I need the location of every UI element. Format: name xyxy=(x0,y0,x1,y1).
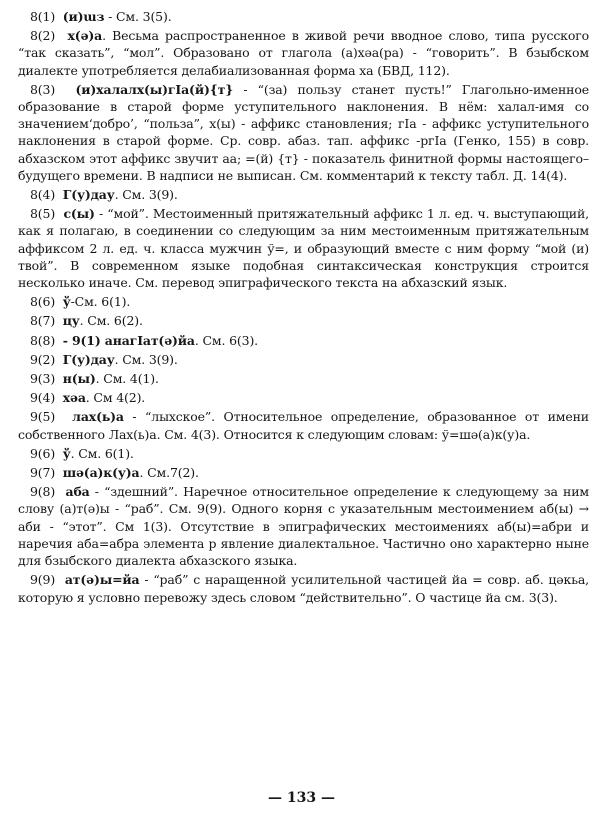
entry-number: 8(6) xyxy=(30,294,56,310)
entry-text: . См. 6(2). xyxy=(79,313,143,329)
entry-number: 8(3) xyxy=(30,81,56,97)
entry-term: шə(а)к(у)а xyxy=(62,465,140,481)
entry-8-2 xyxy=(18,27,589,79)
entry-text: . См 4(2). xyxy=(85,390,146,406)
entry-term: (и)ɯз xyxy=(62,9,105,24)
entry-9-2 xyxy=(18,351,589,368)
entry-text: . Весьма распространенное в живой речи вводное слово, типа русского “так сказать”, “мол”. Образовано от глагола (а)хəа(ра) - “говорить”. В бзыбском диалекте употребляется делабиализованная форма ха (БВД, 112). xyxy=(18,28,589,78)
entry-text: . См. 6(3). xyxy=(194,332,259,348)
entry-9-7 xyxy=(18,464,589,481)
entry-term: (и)халалх(ы)гIа(й){т} xyxy=(75,81,234,97)
entry-9-3 xyxy=(18,370,589,387)
entry-text: . См.7(2). xyxy=(139,465,199,481)
entry-8-3 xyxy=(18,81,589,184)
entry-9-8 xyxy=(18,483,589,569)
entry-term: хəа xyxy=(62,390,86,406)
entry-8-5 xyxy=(18,205,589,291)
entry-term: Г(у)дау xyxy=(62,187,115,203)
entry-8-1 xyxy=(18,8,589,25)
entry-term: лах(ь)а xyxy=(72,409,124,425)
entry-text: -См. 6(1). xyxy=(70,294,131,310)
entry-8-6 xyxy=(18,293,589,310)
entry-text: - “мой”. Местоименный притяжательный аффикс 1 л. ед. ч. выступающий, как я полагаю, в соединении со следующим за ним местоименным притяжательным аффиксом 2 л. ед. ч. класса мужчин ў=, и образующий вместе с ним форму “мой (и) твой”. В современном языке подобная синтаксическая конструкция строится несколько иначе. См. перевод эпиграфического текста на абхазский язык. xyxy=(18,206,589,291)
entry-term: ў xyxy=(62,445,71,461)
entry-8-7 xyxy=(18,312,589,329)
entry-text: . См. 3(9). xyxy=(114,351,178,367)
entry-number: 8(2) xyxy=(30,28,56,44)
entry-number: 9(8) xyxy=(30,484,56,500)
entry-number: 8(8) xyxy=(30,332,56,348)
entry-text: . См. 4(1). xyxy=(95,371,159,387)
entry-text: . См. 6(1). xyxy=(70,445,134,461)
entry-text: . См. 3(9). xyxy=(114,187,178,203)
entry-number: 8(7) xyxy=(30,313,56,329)
entry-term: аба xyxy=(65,484,90,500)
page-number: — 133 — xyxy=(268,790,335,806)
entry-number: 8(4) xyxy=(30,187,56,203)
entry-8-8 xyxy=(18,332,589,349)
entry-term: с(ы) xyxy=(63,206,95,222)
entry-number: 9(3) xyxy=(30,371,56,387)
entry-text: - “здешний”. Наречное относительное определение к следующему за ним слову (а)т(ə)ы - “раб”. См. 9(9). Одного корня с указательным местоимением аб(ы) → аби - “этот”. См 1(3). Отсутствие в эпиграфических местоимениях аб(ы)=абри и наречия аба=абра элемента р явление диалектальное. Частично оно характерно ныне для бзыбского диалекта абхазского языка. xyxy=(18,484,589,569)
entry-number: 8(5) xyxy=(30,206,56,222)
entry-number: 9(7) xyxy=(30,465,56,481)
entry-text: - “лыхское”. Относительное определение, образованное от имени собственного Лах(ь)а. См. 4(3). Относится к следующим словам: ў=шə(а)к(у)а. xyxy=(18,409,589,442)
entry-text: - “(за) пользу станет пусть!” Глагольно-именное образование в старой форме уступительного наклонения. В нём: халал-имя со значением‘добро’, “польза”, х(ы) - аффикс становления; гIа - аффикс уступительного наклонения в старой форме. Ср. совр. абаз. тап. аффикс -ргIа (Генко, 155) в совр. абхазском этот аффикс звучит аа; =(й) {т} - показатель финитной формы настоящего–будущего времени. В надписи не выписан. См. комментарий к тексту табл. Д. 14(4). xyxy=(18,81,589,183)
entry-9-6 xyxy=(18,445,589,462)
entry-number: 9(6) xyxy=(30,445,56,461)
entry-number: 9(5) xyxy=(30,409,56,425)
entry-term: - 9(1) анагIат(ə)йа xyxy=(62,332,195,348)
entry-term: ат(ə)ы=йа xyxy=(64,572,140,588)
entry-number: 8(1) xyxy=(30,9,56,24)
entry-number: 9(4) xyxy=(30,390,56,406)
entry-term: ў xyxy=(62,294,71,310)
entry-9-5 xyxy=(18,408,589,442)
entry-term: н(ы) xyxy=(62,371,96,387)
entry-9-9 xyxy=(18,571,589,605)
entry-number: 9(2) xyxy=(30,351,56,367)
entry-8-4 xyxy=(18,186,589,203)
entry-number: 9(9) xyxy=(30,572,56,588)
entry-term: Г(у)дау xyxy=(62,351,115,367)
entry-text: - “раб” с наращенной усилительной частицей йа = совр. аб. цəкьа, которую я условно перевожу здесь словом “действительно”. О частице йа см. 3(3). xyxy=(18,572,589,605)
entry-term: цу xyxy=(62,313,80,329)
entry-term: х(ə)а xyxy=(67,28,103,44)
entry-9-4 xyxy=(18,389,589,406)
entry-text: - См. 3(5). xyxy=(104,9,172,24)
